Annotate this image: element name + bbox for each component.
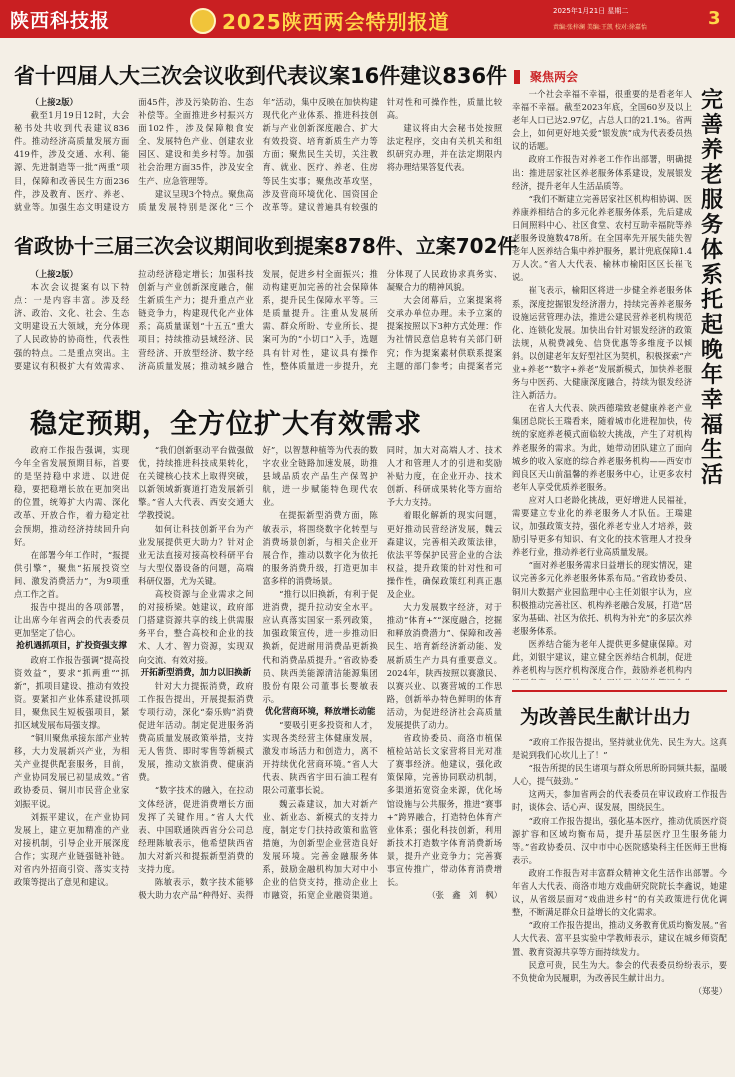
paragraph: 着眼化解新的现实问题，更好推动民营经济发展，魏云森建议，完善相关政策法律，依法平等保护民营企业的合法权益，提升政策的针对性和可操作性，确保政策红利真正惠及企业。 (386, 510, 502, 600)
paragraph: “面对养老服务需求日益增长的现实情况，建议完善多元化养老服务体系布局。”省政协委员、铜川大数据产业园监理中心主任刘银宇认为，应积极推动完善社区、机构养老融合发展，打造“居家为基础、社区为依托、机构为补充”的多层次养老服务体系。 (512, 560, 692, 636)
paragraph: 报告中提出的各项部署，让出席今年省两会的代表委员更加坚定了信心。 (14, 602, 130, 639)
paragraph: 本次会议提案有以下特点：一是内容丰富。涉及经济、政治、文化、社会、生态文明建设五大领域，充分体现了人民政协的协商性，代表性强的特点。二是重点突出。主要建议有积极扩大有效需求、拉动经济稳定增长；加强科技创新与产业创新深度融合，催生新质生产力；提升重点产业链竞争力，构建现代化产业体系；高质量谋划“十五五”重大项目；持续推动县域经济、民营经济、开放型经济、数字经济高质量发展；推动城乡融合发展，促进乡村全面振兴；推动构建更加完善的社会保障体系，提升民生保障水平等。三是质量提升。注重从发展所需、群众所盼、专业所长、提案可为的“小切口”入手，选题具有针对性，建议具有操作性，整体质量进一步提升，充分体现了人民政协求真务实、凝聚合力的精神风貌。 (14, 269, 502, 371)
paragraph: 政府工作报告对丰富群众精神文化生活作出部署。今年省人大代表、商洛市地方戏曲研究院院长李鑫说，她建议，从省级层面对“戏曲进乡村”的有关政策进行优化调整，不断满足群众日益增长的文化需求。 (512, 867, 727, 918)
paragraph: 在部署今年工作时，“报提供引擎”，聚焦“拓展投资空间、激发消费活力”，为9项重点工作之首。 (14, 549, 130, 600)
article2-title: 省政协十三届三次会议期间收到提案878件、立案702件 (14, 234, 518, 258)
continued-label: （上接2版） (30, 97, 78, 107)
paragraph: 应对人口老龄化挑战，更好增进人民福祉，需要建立专业化的养老服务人才队伍。王瑞建议，加强政策支持，强化养老专业人才培养，鼓励引导更多有知识、有文化的技术管理人才投身养老行业，推动养老行业高质量发展。 (512, 494, 692, 558)
paragraph: “数字技术的融入，在拉动文体经济，促进消费增长方面发挥了关键作用。”省人大代表、中国联通陕西省分公司总经理陈敏表示，他希望陕西省加大对新兴和提振新型消费的支持力度。 (138, 785, 254, 874)
paragraph: 针对大力提振消费，政府工作报告提出，开展提振消费专项行动，深化“秦乐购”消费促进年活动。制定促进服务消费高质量发展政策举措，支持无人售货、即时零售等新模式发展，推动文旅消费、健康消费。 (138, 680, 254, 783)
paragraph: 截至1月19日12时，大会秘书处共收到代表建议836件。推动经济高质量发展方面419件，涉及交通、水利、能源、先进制造等一批“两重”项目，保障和改善民生方面236件，涉及教育、医疗、养老、就业等。加强生态文明建设方面45件，涉及污染防治、生态补偿等。全面推进乡村振兴方面102件，涉及保障粮食安全、发展特色产业、创建农业园区、建设和美乡村等。加强社会治理方面35件，涉及安全生产、应急管理等。 (14, 97, 254, 212)
subheading: 抢机遇抓项目，扩投资强支撑 (16, 641, 127, 652)
byline: （郑斐） (693, 985, 727, 996)
article2-body (14, 268, 502, 382)
paragraph: “要吸引更多投资和人才，实现各类经营主体健康发展，激发市场活力和创造力，离不开持续优化营商环境。”省人大代表、陕西省宇田石油工程有限公司董事长说。 (262, 719, 378, 796)
paragraph: “我们创新驱动平台做强做优，持续推进科技成果转化，在关键核心技术上取得突破，以新领域新赛道打造发展新引擎。”省人大代表、西安交通大学教授说。 (138, 445, 254, 521)
paragraph: “政府工作报告提出，强化基本医疗，推动优质医疗资源扩容和区域均衡布局，提升基层医疗卫生服务能力等。”省政协委员、汉中市中心医院感染科主任医师王世梅表示。 (512, 815, 727, 865)
paragraph: “政府工作报告提出，推动义务教育优质均衡发展。”省人大代表、富平县实验中学教师表示，建议在城乡师资配置、教育资源共享等方面持续发力。 (512, 920, 727, 957)
continued-label: （上接2版） (30, 269, 78, 279)
byline: （张 鑫 刘 枫） (427, 890, 502, 901)
paragraph: “推行以旧换新，有利于促进消费，提升拉动安全水平。应认真落实国家一系列政策，加强政策宣传，进一步推动旧换新，促进耐用消费品更新换代和消费品质提升。”省政协委员、陕西美能源清洁能源集团股份有限公司董事长婴敏表示。 (262, 589, 378, 704)
paragraph: 在省人大代表、陕西德瑞致老健康养老产业集团总院长王瑞看来，随着城市化进程加快，传统的家庭养老模式面临较大挑战，产生了对机构养老服务的需求。为此，她带动团队建立了面向城乡的收入家庭的综合养老服务机构——西安市阎良区天山前温馨的养老服务中心，让更多农村老年人享受优质养老服务。 (512, 403, 692, 492)
paragraph: 政府工作报告强调，实现今年全省发展预期目标，首要的是坚持稳中求进、以进促稳，要把稳增长放在更加突出的位置，统筹扩大内需、深化改革、开放合作，着力稳定社会预期，推动经济持续回升向好。 (14, 445, 130, 547)
paragraph: 大会闭幕后，立案提案将交承办单位办理。未予立案的提案按照以下3种方式处理：作为社情民意信息转有关部门研究；作为提案素材供联系提案主题的部门参考；由提案者完 (386, 295, 502, 371)
article5-title: 为改善民生献计出力 (520, 706, 692, 728)
article4-body (512, 88, 692, 680)
issue-date: 2025年1月21日 星期二 (553, 7, 629, 15)
article1-title: 省十四届人大三次会议收到代表议案16件建议836件 (14, 64, 508, 88)
article5-body (512, 736, 727, 1072)
paragraph: 高校资源与企业需求之间的对接桥梁。她建议，政府部门搭建资源共享的线上供需服务平台，整合高校和企业的技术、人才、智力资源，实现双向交流、有效对接。 (138, 589, 254, 665)
paragraph: 一个社会幸福不幸福，很重要的是看老年人幸福不幸福。截至2023年底，全国60岁及以上老年人口已达2.97亿，占总人口的21.1%。省两会上，如何更好地关爱“银发族”成为代表委员热议的话题。 (512, 89, 692, 152)
paragraph: 如何让科技创新平台为产业发展提供更大助力？针对企业无法直接对接高校科研平台与大型仪器设备的问题，高端科研仪器，尤为关键。 (138, 523, 254, 586)
paragraph: 刘振平建议，在产业协同发展上，建立更加精准的产业对接机制，引导企业开展深度合作；实现产业链强链补链。对省内外招商引资、落实支持政策等提出了意见和建议。 (14, 811, 130, 888)
subheading: 优化营商环境，释放增长动能 (264, 706, 376, 717)
column-tag-label: 聚焦两会 (530, 70, 579, 84)
paragraph: 魏云森建议，加大对新产业、新业态、新模式的支持力度，制定专门扶持政策和监管措施，为创新型企业营造良好发展环境。完善金融服务体系，鼓励金融机构加大对中小企业的信贷支持，推动企业上市融资，拓宽企业融资渠道。同时，加大对高端人才、技术人才和管理人才的引进和奖励补贴力度，在企业开办、技术创新、科研成果转化等方面给予大力支持。 (262, 445, 502, 901)
page-number: 3 (708, 8, 721, 29)
article1-body (14, 96, 502, 222)
paragraph: 在提振新型消费方面，陈敏表示，将围绕数字化转型与消费场景创新，与相关企业开展合作，推动以数字化为依托的服务消费升级，打造更加丰富多样的消费场景。 (262, 510, 378, 586)
paragraph: 大力发展数字经济，对于推动“体育+”“深度融合，挖掘和释放消费潜力”、保障和改善民生、培育新经济新动能、发展新质生产力具有重要意义。2024年，陕西按照以赛激民、以赛兴业、以赛营城的工作思路，创新举办特色鲜明的体育活动，为促进经济社会高质量发展提供了动力。 (386, 602, 502, 730)
masthead: 陕西科技报 (10, 10, 111, 32)
paragraph: 政府工作报告对养老工作作出部署，明确提出：推进居家社区养老服务体系建设，发展银发经济，提升老年人生活品质等。 (512, 154, 692, 191)
paragraph: 民意可贵，民生为大。参会的代表委员纷纷表示，要不负使命为民履职，为改善民生献计出力。 (512, 959, 727, 983)
special-report-banner: 2025陕西两会特别报道 (222, 10, 450, 34)
tag-bar-icon (514, 70, 520, 84)
paragraph: 建议将由大会秘书处按照法定程序，交由有关机关和组织研究办理，并在法定期限内将办理结果答复代表。 (386, 123, 502, 173)
subheading: 开拓新型消费，加力以旧换新 (140, 667, 252, 678)
paragraph: 政府工作报告强调“提高投资效益”，要求“抓两重”“抓新”，抓项目建设、推动有效投资。要紧扣产业体系建设抓项目，聚焦民生短板强项目，紧扣区域发展布局强支撑。 (14, 654, 130, 730)
emblem-icon (190, 8, 216, 34)
paragraph: “我们不断建立完善居家社区机构相协调、医养康养相结合的多元化养老服务体系，先后建成日间照料中心、社区食堂、农村互助幸福院等养老服务设施数478所。在全国率先开展失能失智老年人医养结合集中养护服务，累计兜底保障1.4万人次。”省人大代表、榆林市榆阳区区长崔飞说。 (512, 193, 692, 283)
paragraph: 医养结合能为老年人提供更多健康保障。对此，刘银宇建议，建立健全医养结合机制，促进养老机构与医疗机构深度合作，鼓励养老机构内 (512, 638, 692, 676)
editor-line: 责编:张梓澜 美编:王凯 校对:徐嘉怡 (553, 24, 647, 31)
paragraph: 崔飞表示，榆阳区将进一步健全养老服务体系，深度挖掘银发经济潜力，持续完善养老服务设施运营管理办法，推进公建民营养老机构规范化、连锁化发展。加快出台针对银发经济的政策法规，从税费减免、信贷优惠等多维度予以倾斜。以创建老年友好型社区为契机，积极探索“产业+养老”“数字+养老”发展新模式，加快养老服务与中医药、大健康深度融合，持续为银发经济注入新活力。 (512, 285, 692, 401)
paragraph: 这两天，参加省两会的代表委员在审议政府工作报告时，谈体会、话心声、谋发展，围绕民生。 (512, 789, 727, 813)
column-tag (514, 68, 604, 86)
paragraph: 建议呈现3个特点。聚焦高质量发展特别是深化“三个年”活动，集中反映在加快构建现代化产业体系、推进科技创新与产业创新深度融合、扩大有效投资、培育新质生产力等方面；聚焦民生关切，关注教育、就业、医疗、养老、住房等民生实事；聚焦改革攻坚，涉及营商环境优化、国资国企改革等。建议普遍具有较强的针对性和可操作性，质量比较高。 (138, 97, 502, 212)
article3-title: 稳定预期，全方位扩大有效需求 (30, 409, 422, 440)
paragraph: “报告所提的民生诸项与群众所思所盼同频共振，温暖人心，提气鼓劲。” (512, 763, 727, 787)
paragraph: “铜川聚焦承接东部产业转移，大力发展新兴产业，为相关产业提供配套服务，目前，产业协同发展已初显成效。”省政协委员、铜川市民营企业家刘振平说。 (14, 733, 130, 809)
article3-body (14, 444, 502, 1070)
section-divider (512, 690, 727, 692)
article4-title: 完善养老服务体系 托起晚年幸福生活 (700, 88, 723, 488)
paragraph: “政府工作报告提出，坚持就业优先、民生为大。这真是说到我们心坎儿上了！” (512, 737, 727, 761)
paragraph: 陈敏表示，数字技术能够极大助力农产品“种得好、卖得好”，以智慧种植等为代表的数字农业全链路加速发展，助推县域品质农产品生产保驾护航，进一步赋能特色现代农业。 (138, 445, 378, 901)
paragraph: 省政协委员、商洛市植保植检站站长文家营将目光对准了赛事经济。他建议，强化政策保障，完善协同联动机制，多渠道拓宽资金来源，优化场馆设施与公共服务，推进“赛事+”跨界融合，打造特色体育产业体系；强化科技创新，利用新技术打造数字体育消费新场景，提升产业竞争力；完善赛事宣传推广，带动体育消费增长。 (386, 733, 502, 888)
